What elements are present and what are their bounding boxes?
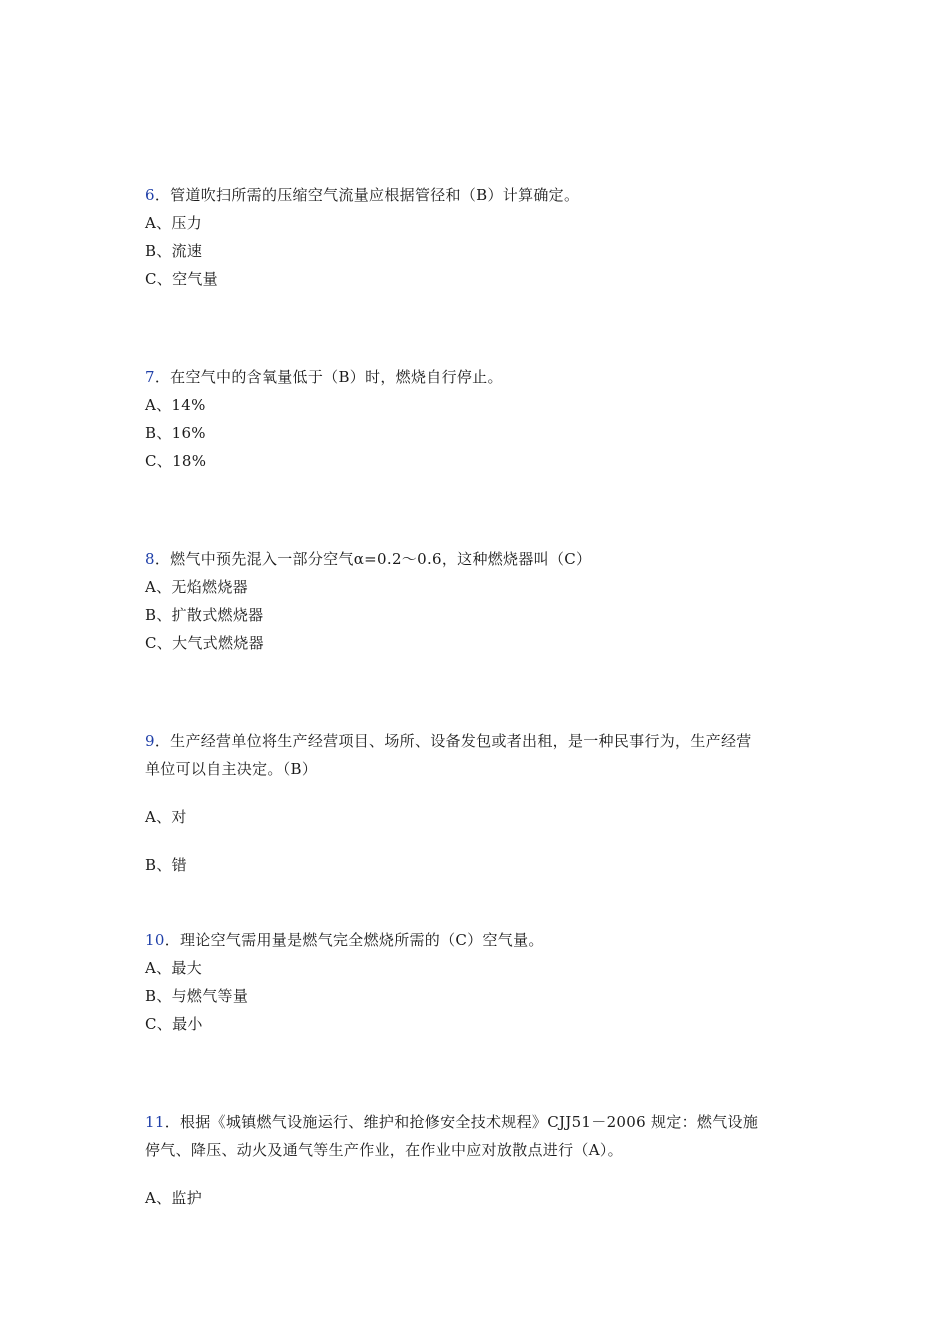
- question-number: 9: [145, 732, 155, 750]
- question-stem: 7．在空气中的含氧量低于（B）时，燃烧自行停止。: [145, 368, 503, 386]
- question-6: [145, 181, 810, 293]
- question-7: [145, 363, 810, 475]
- question-stem: 8．燃气中预先混入一部分空气α=0.2～0.6，这种燃烧器叫（C）: [145, 550, 592, 568]
- question-number: 6: [145, 186, 155, 204]
- option-a: A、无焰燃烧器: [145, 578, 248, 596]
- question-number: 10: [145, 931, 165, 949]
- question-10: [145, 926, 810, 1038]
- question-number: 7: [145, 368, 155, 386]
- option-c: C、大气式燃烧器: [145, 634, 264, 652]
- question-stem-line-1: 9．生产经营单位将生产经营项目、场所、设备发包或者出租，是一种民事行为，生产经营: [145, 732, 752, 750]
- option-b: B、错: [145, 856, 187, 874]
- option-a: A、监护: [145, 1189, 203, 1207]
- question-stem-line-1: 11．根据《城镇燃气设施运行、维护和抢修安全技术规程》CJJ51－2006 规定：燃气设施: [145, 1113, 759, 1131]
- option-b: B、流速: [145, 242, 203, 260]
- question-9: [145, 727, 810, 879]
- option-a: A、压力: [145, 214, 203, 232]
- option-a: A、最大: [145, 959, 203, 977]
- question-stem: 6．管道吹扫所需的压缩空气流量应根据管径和（B）计算确定。: [145, 186, 580, 204]
- option-c: C、空气量: [145, 270, 218, 288]
- option-b: B、扩散式燃烧器: [145, 606, 264, 624]
- option-b: B、16%: [145, 424, 206, 442]
- question-stem-line-2: 停气、降压、动火及通气等生产作业，在作业中应对放散点进行（A）。: [145, 1141, 623, 1159]
- question-number: 8: [145, 550, 155, 568]
- option-a: A、14%: [145, 396, 206, 414]
- question-11: [145, 1108, 810, 1212]
- option-c: C、18%: [145, 452, 207, 470]
- question-stem-line-2: 单位可以自主决定。（B）: [145, 760, 318, 778]
- question-number: 11: [145, 1113, 165, 1131]
- question-8: [145, 545, 810, 657]
- option-a: A、对: [145, 808, 187, 826]
- question-stem: 10．理论空气需用量是燃气完全燃烧所需的（C）空气量。: [145, 931, 544, 949]
- option-b: B、与燃气等量: [145, 987, 249, 1005]
- option-c: C、最小: [145, 1015, 203, 1033]
